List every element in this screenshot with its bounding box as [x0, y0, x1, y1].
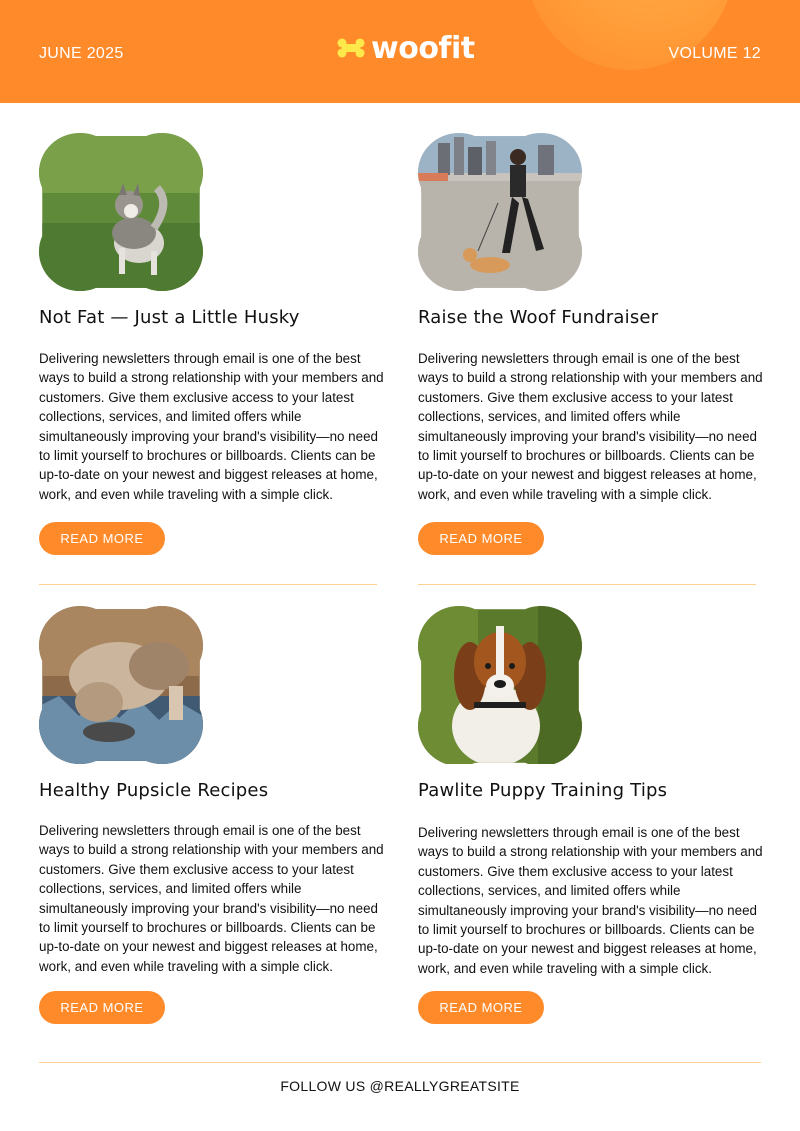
issue-volume: VOLUME 12	[668, 45, 761, 62]
footer-social-handle[interactable]: FOLLOW US @REALLYGREATSITE	[280, 1078, 520, 1094]
article-card	[39, 606, 384, 1026]
husky-photo-icon	[39, 133, 203, 291]
bone-icon	[337, 38, 365, 58]
brand-name: woofit	[371, 30, 475, 66]
woman-walking-dog-photo-icon	[418, 133, 582, 291]
read-more-button[interactable]: READ MORE	[418, 991, 544, 1024]
article-body: Delivering newsletters through email is one of the best ways to build a strong relationship with your members and customers. Give them exclusive access to your latest collections, services, and limited offers while simultaneously improving your brand's visibility—no need to limit yourself to brochures or billboards. Clients can be up-to-date on your newest and biggest releases at home, work, and even while traveling with a simple click.	[39, 823, 384, 974]
article-title: Pawlite Puppy Training Tips	[418, 780, 668, 801]
article-title: Raise the Woof Fundraiser	[418, 307, 659, 328]
header-banner	[0, 0, 800, 103]
article-body: Delivering newsletters through email is one of the best ways to build a strong relationship with your members and customers. Give them exclusive access to your latest collections, services, and limited offers while simultaneously improving your brand's visibility—no need to limit yourself to brochures or billboards. Clients can be up-to-date on your newest and biggest releases at home, work, and even while traveling with a simple click.	[418, 825, 763, 976]
article-title: Healthy Pupsicle Recipes	[39, 780, 269, 801]
beagle-photo-icon	[418, 606, 582, 764]
article-body: Delivering newsletters through email is one of the best ways to build a strong relationship with your members and customers. Give them exclusive access to your latest collections, services, and limited offers while simultaneously improving your brand's visibility—no need to limit yourself to brochures or billboards. Clients can be up-to-date on your newest and biggest releases at home, work, and even while traveling with a simple click.	[39, 351, 384, 502]
section-divider	[418, 584, 756, 585]
article-card	[39, 133, 384, 558]
read-more-button[interactable]: READ MORE	[418, 522, 544, 555]
read-more-button[interactable]: READ MORE	[39, 522, 165, 555]
article-body: Delivering newsletters through email is one of the best ways to build a strong relationship with your members and customers. Give them exclusive access to your latest collections, services, and limited offers while simultaneously improving your brand's visibility—no need to limit yourself to brochures or billboards. Clients can be up-to-date on your newest and biggest releases at home, work, and even while traveling with a simple click.	[418, 351, 763, 502]
issue-date: JUNE 2025	[39, 45, 124, 62]
article-card	[418, 133, 763, 558]
footer-divider	[39, 1062, 761, 1063]
article-title: Not Fat — Just a Little Husky	[39, 307, 300, 328]
section-divider	[39, 584, 377, 585]
puppy-eating-photo-icon	[39, 606, 203, 764]
article-card	[418, 606, 763, 1026]
brand-logo[interactable]	[337, 28, 475, 68]
read-more-button[interactable]: READ MORE	[39, 991, 165, 1024]
